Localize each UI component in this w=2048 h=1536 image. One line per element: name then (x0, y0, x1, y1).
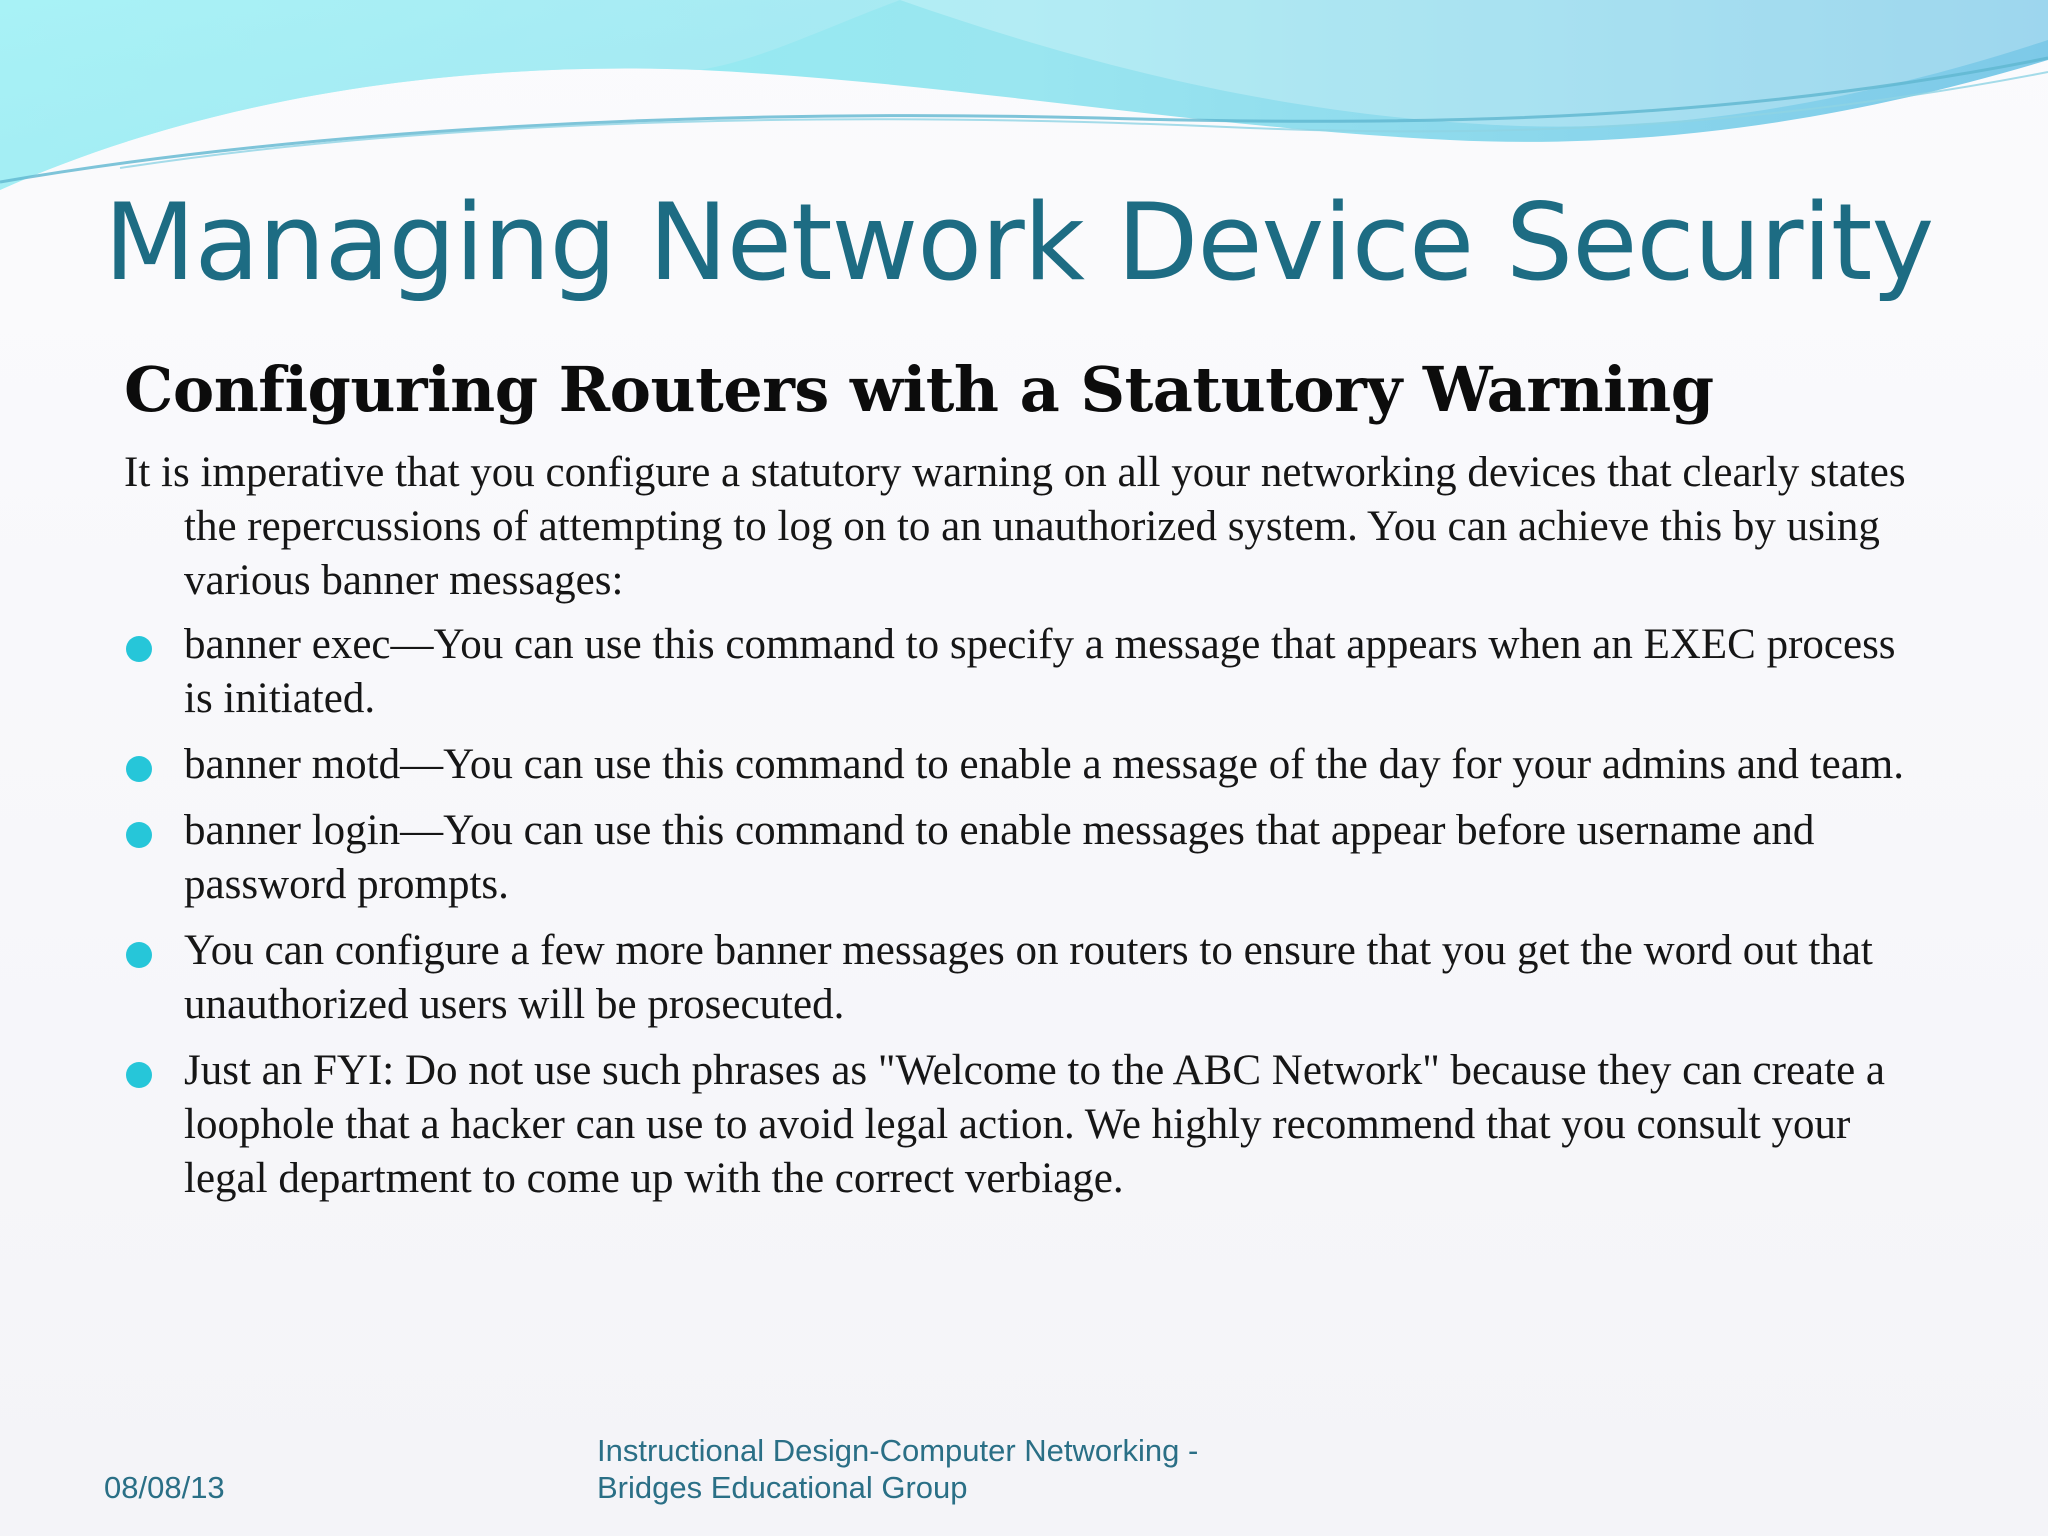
bullet-icon (126, 822, 152, 848)
bullet-text: Just an FYI: Do not use such phrases as "Welcome to the ABC Network" because they can create a loophole that a hacker can use to avoid legal action. We highly recommend that you consult your legal department to come up with the correct verbiage. (184, 1047, 1885, 1202)
slide-body (124, 446, 1924, 1218)
footer-organization (597, 1432, 1317, 1506)
list-item (124, 804, 1924, 912)
bullet-text: banner login—You can use this command to enable messages that appear before username and password prompts. (184, 807, 1815, 908)
bullet-icon (126, 1062, 152, 1088)
list-item (124, 618, 1924, 726)
list-item (124, 738, 1924, 792)
list-item (124, 924, 1924, 1032)
footer-org-line-1: Instructional Design-Computer Networking - (597, 1433, 1199, 1468)
bullet-text: banner exec—You can use this command to specify a message that appears when an EXEC process is initiated. (184, 621, 1896, 722)
bullet-text: banner motd—You can use this command to enable a message of the day for your admins and team. (184, 741, 1904, 788)
bullet-icon (126, 756, 152, 782)
bullet-icon (126, 636, 152, 662)
slide-subtitle: Configuring Routers with a Statutory Warning (124, 353, 1714, 426)
slide-title: Managing Network Device Security (104, 181, 1934, 304)
list-item (124, 1044, 1924, 1206)
bullet-text: You can configure a few more banner messages on routers to ensure that you get the word out that unauthorized users will be prosecuted. (184, 927, 1873, 1028)
footer-org-line-2: Bridges Educational Group (597, 1470, 968, 1505)
intro-paragraph: It is imperative that you configure a statutory warning on all your networking devices that clearly states the repercussions of attempting to log on to an unauthorized system. You can achieve this by using various banner messages: (124, 449, 1906, 604)
bullet-icon (126, 942, 152, 968)
footer-date: 08/08/13 (104, 1470, 225, 1505)
bullet-list (124, 618, 1924, 1206)
